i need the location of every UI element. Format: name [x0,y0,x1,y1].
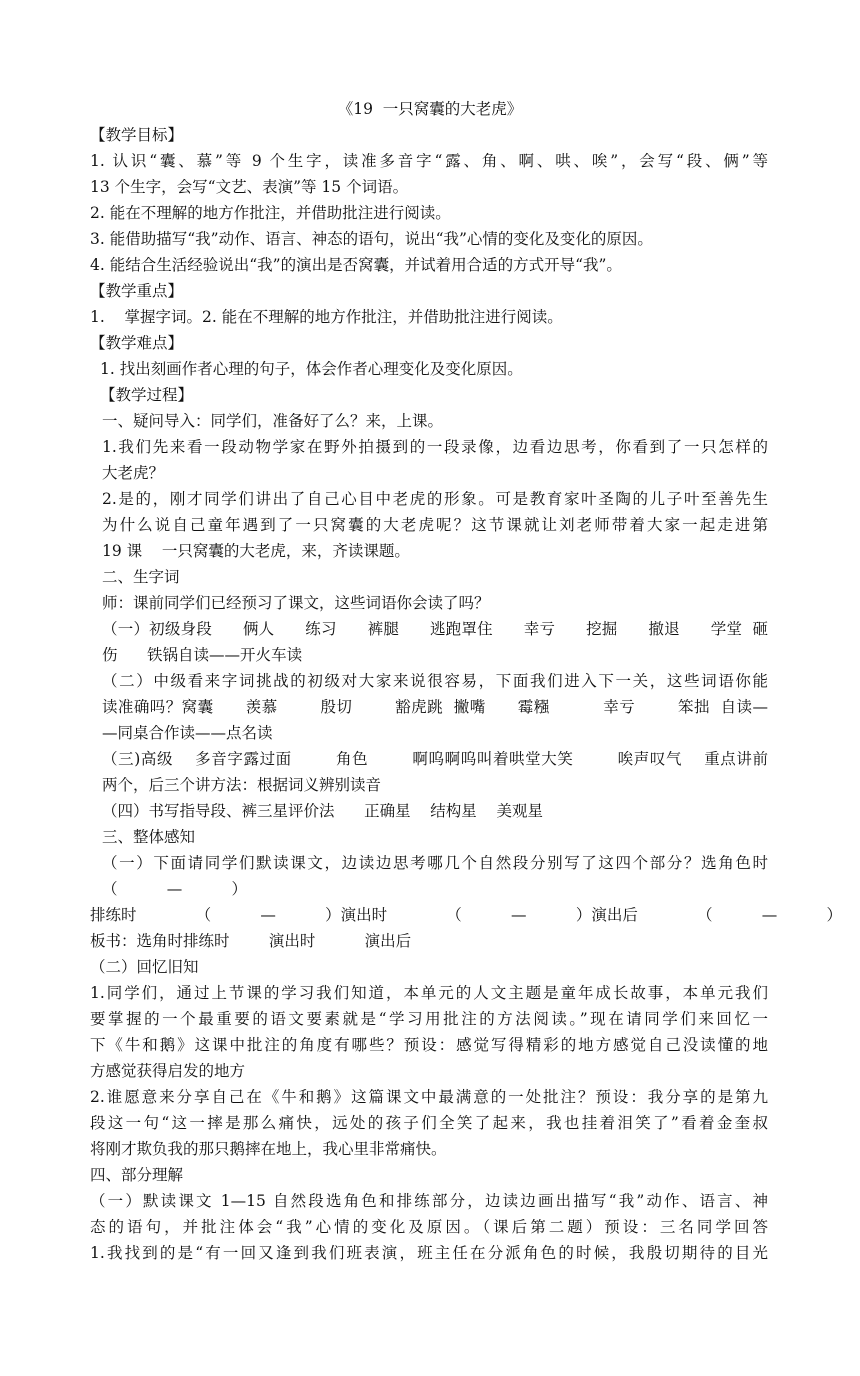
body-line: 伤 铁锅自读——开火车读 [102,646,303,664]
body-line: 读准确吗？窝囊 羡慕 殷切 豁虎跳 撇嘴 霉糨 幸亏 笨拙 自读— [102,698,768,716]
body-line: 排练时 （ — ）演出时 （ — ）演出后 （ — ） [90,906,842,924]
document-title: 《19 一只窝囊的大老虎》 [337,100,523,118]
body-line: 4. 能结合生活经验说出“我”的演出是否窝囊，并试着用合适的方式开导“我”。 [90,256,622,274]
body-line: 三、整体感知 [102,828,196,846]
body-line: 要掌握的一个最重要的语文要素就是“学习用批注的方法阅读。”现在请同学们来回忆一 [90,1010,768,1028]
body-line: 段这一句“这一摔是那么痛快，远处的孩子们全笑了起来，我也挂着泪笑了”看着金奎叔 [90,1114,768,1132]
body-line: 两个，后三个讲方法：根据词义辨别读音 [102,776,382,794]
body-line: 板书：选角时排练时 演出时 演出后 [90,932,412,950]
body-line: 13 个生字，会写“文艺、表演”等 15 个词语。 [90,178,409,196]
body-line: 【教学过程】 [100,386,194,404]
body-line: 方感觉获得启发的地方 [90,1062,246,1080]
body-line: 1. 找出刻画作者心理的句子，体会作者心理变化及变化原因。 [100,360,523,378]
body-line: 【教学重点】 [90,282,184,300]
body-line: 态的语句，并批注体会“我”心情的变化及原因。（课后第二题）预设：三名同学回答 [90,1218,768,1236]
body-line: 2. 能在不理解的地方作批注，并借助批注进行阅读。 [90,204,451,222]
body-line: 2.谁愿意来分享自己在《牛和鹅》这篇课文中最满意的一处批注？预设：我分享的是第九 [90,1088,768,1106]
body-line: （三)高级 多音字露过面 角色 啊呜啊呜叫着哄堂大笑 唉声叹气 重点讲前 [102,750,768,768]
body-line: 二、生字词 [102,568,180,586]
body-line: （一）默读课文 1—15 自然段选角色和排练部分，边读边画出描写“我”动作、语言、神 [90,1192,768,1210]
body-line: 【教学目标】 [90,126,184,144]
body-line: 【教学难点】 [90,334,184,352]
body-line: （二）回忆旧知 [90,958,199,976]
body-line: 将刚才欺负我的那只鹅摔在地上，我心里非常痛快。 [90,1140,447,1158]
body-line: （一）初级身段 俩人 练习 裤腿 逃跑罩住 幸亏 挖掘 撤退 学堂 砸 [102,620,768,638]
body-line: 为什么说自己童年遇到了一只窝囊的大老虎呢？这节课就让刘老师带着大家一起走进第 [102,516,768,534]
body-line: （二）中级看来字词挑战的初级对大家来说很容易，下面我们进入下一关，这些词语你能 [102,672,768,690]
body-line: 1. 认识“囊、慕”等 9 个生字，读准多音字“露、角、啊、哄、唉”，会写“段、俩”等 [90,152,768,170]
body-line: 19 课 一只窝囊的大老虎，来，齐读课题。 [102,542,410,560]
body-line: 1.我们先来看一段动物学家在野外拍摄到的一段录像，边看边思考，你看到了一只怎样的 [102,438,768,456]
body-line: 四、部分理解 [90,1166,184,1184]
body-line: 一、疑问导入：同学们，准备好了么？来，上课。 [102,412,444,430]
body-line: （一）下面请同学们默读课文，边读边思考哪几个自然段分别写了这四个部分？选角色时 [102,854,768,872]
body-line: 3. 能借助描写“我”动作、语言、神态的语句，说出“我”心情的变化及变化的原因。 [90,230,653,248]
body-line: —同桌合作读——点名读 [102,724,273,742]
body-line: （四）书写指导段、裤三星评价法 正确星 结构星 美观星 [102,802,543,820]
body-line: 2.是的，刚才同学们讲出了自己心目中老虎的形象。可是教育家叶圣陶的儿子叶至善先生 [102,490,768,508]
body-line: 师：课前同学们已经预习了课文，这些词语你会读了吗？ [102,594,490,612]
body-line: 大老虎？ [102,464,165,482]
body-line: （ — ） [102,880,248,898]
body-line: 1.同学们，通过上节课的学习我们知道，本单元的人文主题是童年成长故事，本单元我们 [90,984,768,1002]
body-line: 1. 掌握字词。2. 能在不理解的地方作批注，并借助批注进行阅读。 [90,308,563,326]
body-line: 下《牛和鹅》这课中批注的角度有哪些？预设：感觉写得精彩的地方感觉自己没读懂的地 [90,1036,768,1054]
body-line: 1.我找到的是“有一回又逢到我们班表演，班主任在分派角色的时候，我殷切期待的目光 [90,1244,768,1262]
